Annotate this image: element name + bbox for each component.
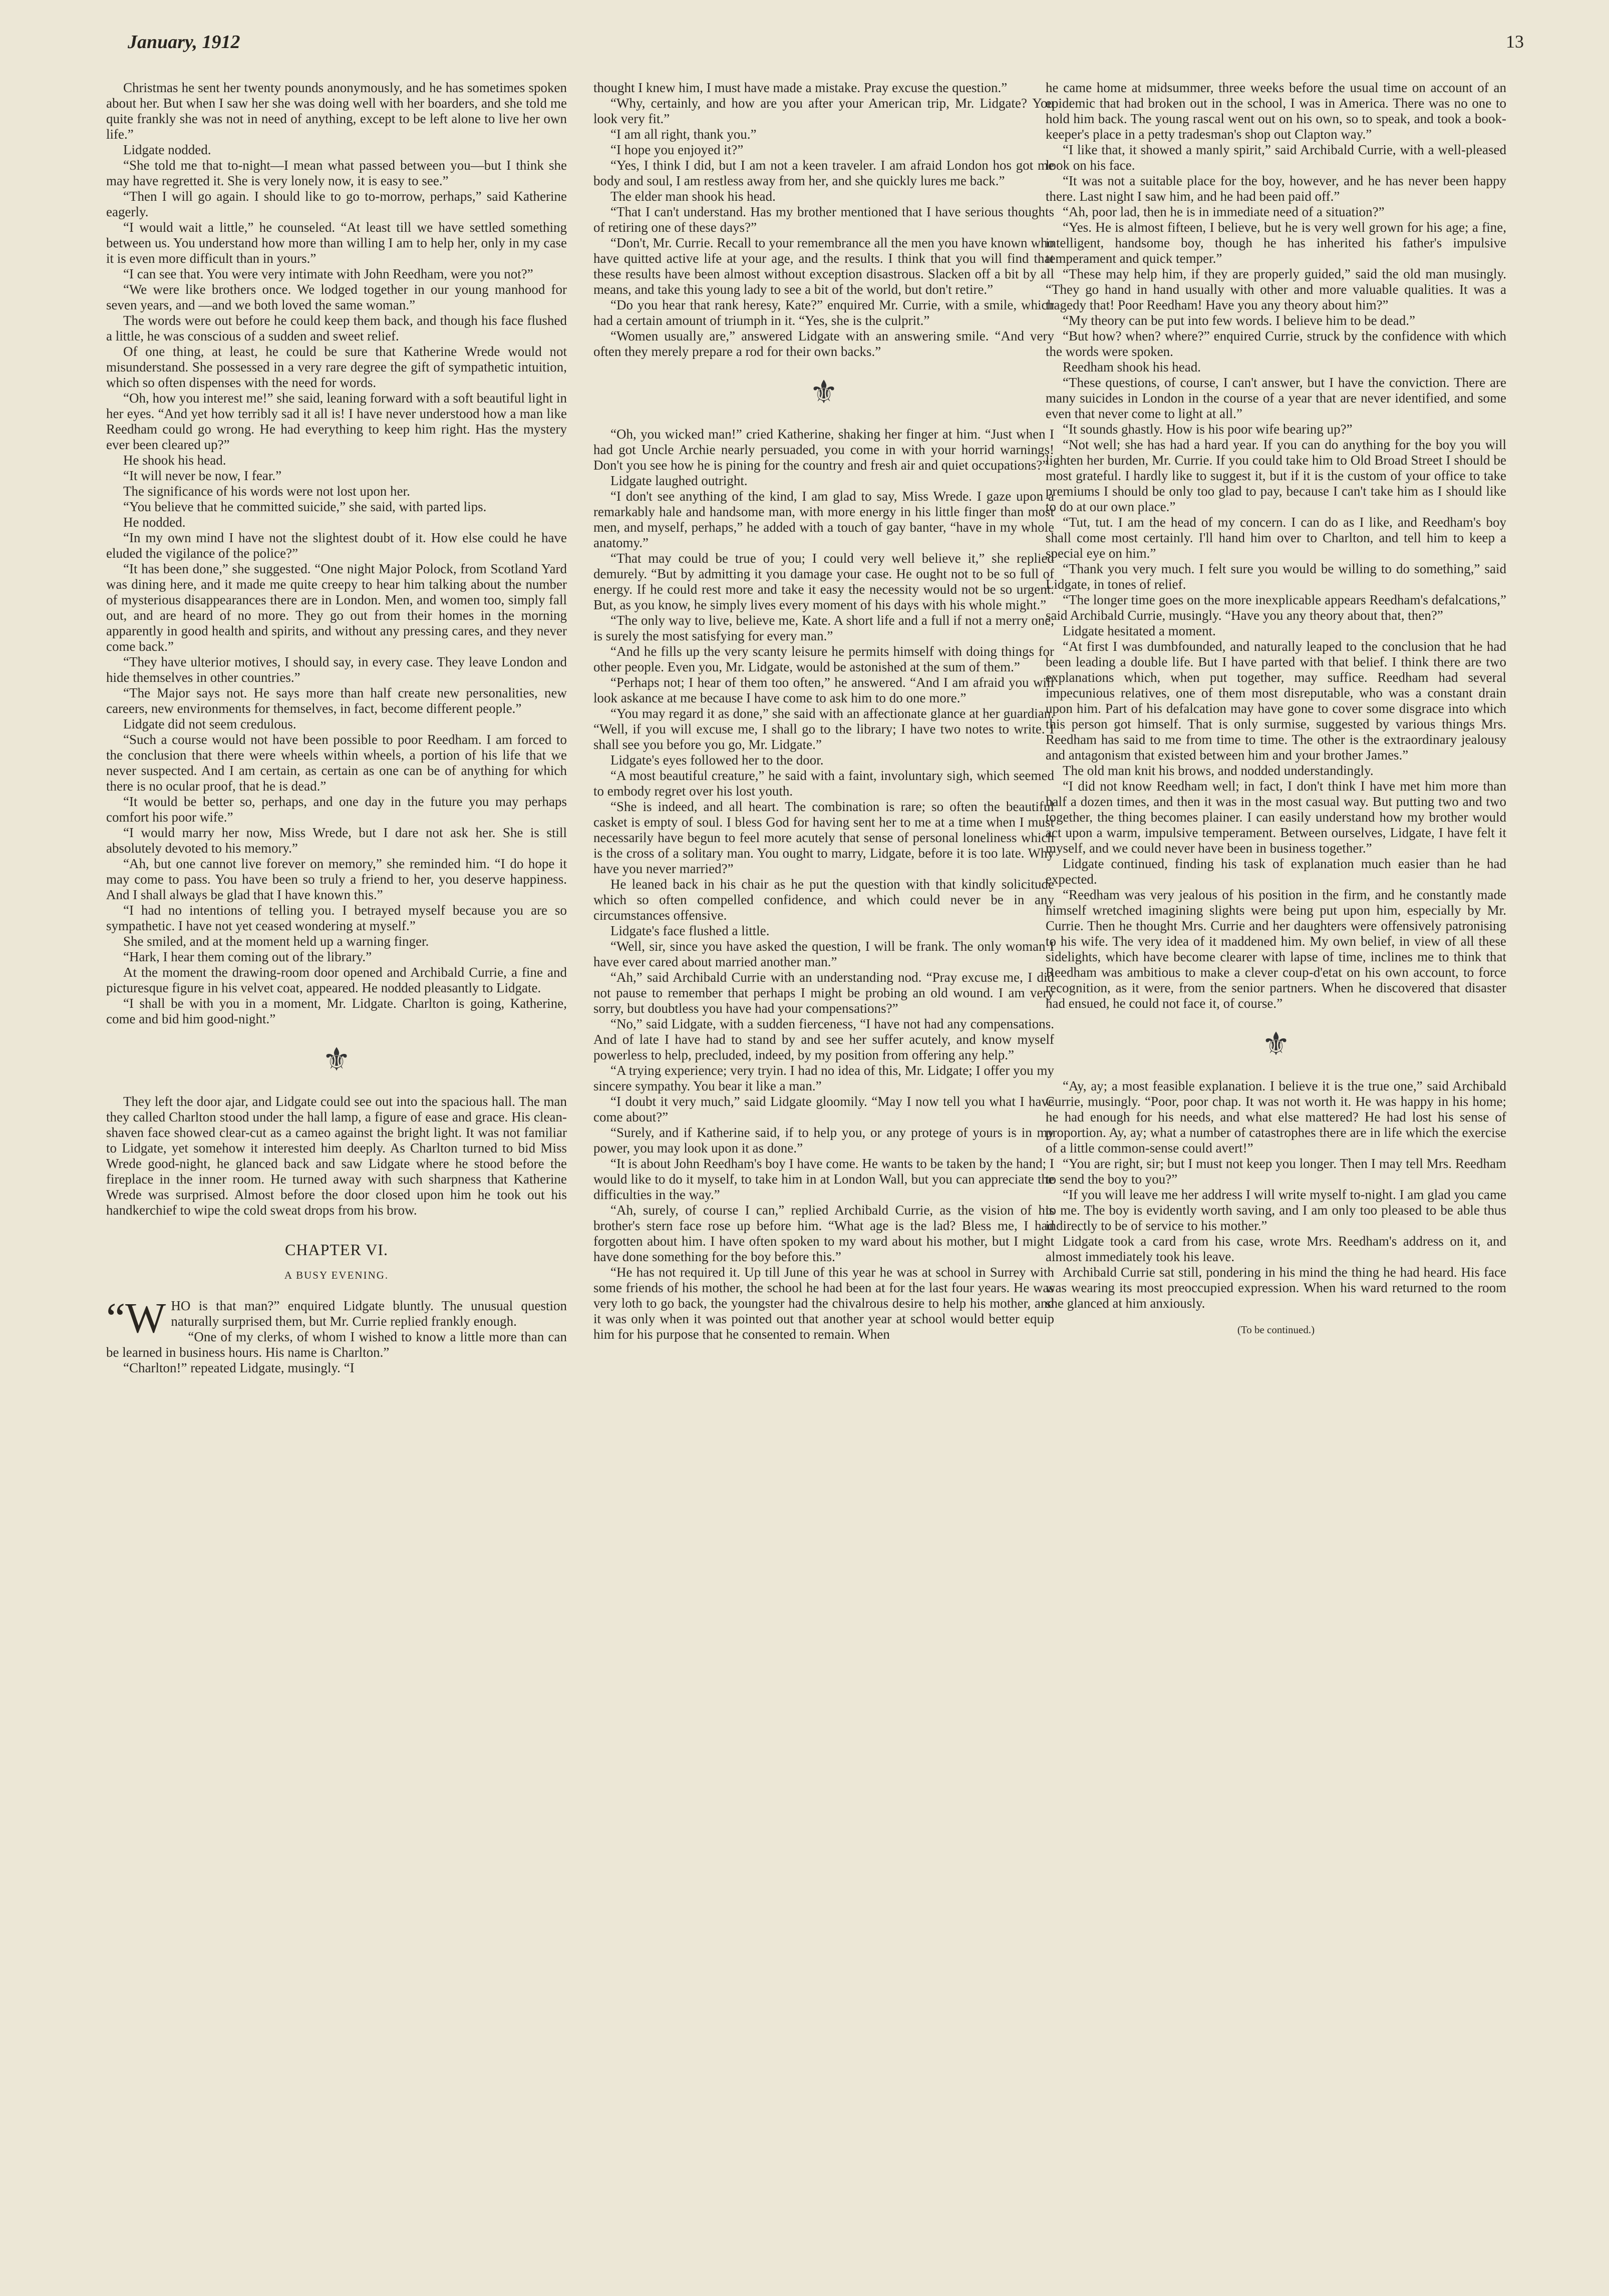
paragraph: Archibald Currie sat still, pondering in his mind the thing he had heard. His face was wearing its most preoccupied expression. When his ward returned to the room she glanced at him anxiously. [1046,1265,1506,1311]
chapter-opening-paragraph [106,1294,567,1342]
paragraph: “Do you hear that rank heresy, Kate?” enquired Mr. Currie, with a smile, which had a certain amount of triumph in it. “Yes, she is the culprit.” [593,297,1054,328]
column-2 [593,80,1054,2233]
paragraph: “And he fills up the very scanty leisure he permits himself with doing things for other people. Even you, Mr. Lidgate, would be astonished at the sum of them.” [593,644,1054,674]
col3-after-ornament [1046,1078,1506,1311]
paragraph: The old man knit his brows, and nodded understandingly. [1063,763,1374,778]
paragraph: “I doubt it very much,” said Lidgate gloomily. “May I now tell you what I have come about?” [593,1094,1054,1124]
paragraph: “Ah, but one cannot live forever on memory,” she reminded him. “I do hope it may come to pass. You have been so truly a friend to her, you deserve happiness. And I shall always be glad that I have known this.” [106,856,567,902]
paragraph: “It is about John Reedham's boy I have come. He wants to be taken by the hand; I would like to do it myself, to take him in at London Wall, but you can appreciate the difficulties in the way.” [593,1156,1054,1202]
paragraph: “Don't, Mr. Currie. Recall to your remembrance all the men you have known who have quitted active life at your age, and the results. I think that you will find that these results have been almost without exception disastrous. Slacken off a bit by all means, and take this young lady to see a bit of the world, but don't retire.” [593,235,1054,297]
paragraph: “At first I was dumbfounded, and naturally leaped to the conclusion that he had been leading a double life. But I have parted with that belief. I think there are two explanations which, when put together, may suffice. Reedham had several impecunious relatives, one of them most disreputable, who was a constant drain upon him. Part of his defalcation may have gone to cover some disgrace into which this person got himself. That is only surmise, suggested by various things Mrs. Reedham has said to me from time to time. The other is the extraordinary jealousy and antagonism that existed between him and your brother James.” [1046,639,1506,762]
paragraph: “I shall be with you in a moment, Mr. Lidgate. Charlton is going, Katherine, come and bid him good-night.” [106,996,567,1026]
fleur-de-lis-ornament-icon: ⚜ [1261,1026,1291,1062]
paragraph: “They have ulterior motives, I should say, in every case. They leave London and hide themselves in other countries.” [106,654,567,685]
chapter-opening-text: HO is that man?” enquired Lidgate bluntly. The unusual question naturally surprised them, but Mr. Currie replied frankly enough. [171,1298,567,1329]
paragraph: Lidgate continued, finding his task of explanation much easier than he had expected. [1046,856,1506,887]
paragraph: “Perhaps not; I hear of them too often,” he answered. “And I am afraid you will look askance at me because I have come to ask him to do one more.” [593,675,1054,705]
paragraph: “Tut, tut. I am the head of my concern. I can do as I like, and Reedham's boy shall come most certainly. I'll hand him over to Charlton, and tell him to keep a special eye on him.” [1046,515,1506,561]
paragraph: “The only way to live, believe me, Kate. A short life and a full if not a merry one, is surely the most satisfying for every man.” [593,613,1054,643]
paragraph: “Well, sir, since you have asked the question, I will be frank. The only woman I have ever cared about married another man.” [593,939,1054,969]
paragraph: Lidgate's face flushed a little. [610,923,770,938]
paragraph: “No,” said Lidgate, with a sudden fierceness, “I have not had any compensations. And of late I have had to stand by and see her suffer acutely, and know myself powerless to help, precluded, indeed, by my position from offering any help.” [593,1016,1054,1062]
paragraph: Lidgate laughed outright. [610,473,748,488]
issue-date: January, 1912 [128,32,240,53]
paragraph: “It will never be now, I fear.” [123,468,282,483]
paragraph: “Ah, poor lad, then he is in immediate need of a situation?” [1063,204,1385,219]
page-number: 13 [1506,32,1524,52]
paragraph: thought I knew him, I must have made a mistake. Pray excuse the question.” [593,80,1008,95]
paragraph: “If you will leave me her address I will write myself to-night. I am glad you came to me. The boy is evidently worth saving, and I am only too pleased to be able thus indirectly to be of service to his mother.” [1046,1187,1506,1233]
paragraph: The significance of his words were not lost upon her. [123,484,410,499]
running-header [128,31,1524,66]
paragraph: “We were like brothers once. We lodged together in our young manhood for seven years, and —and we both loved the same woman.” [106,282,567,312]
paragraph: “Ay, ay; a most feasible explanation. I believe it is the true one,” said Archibald Currie, musingly. “Poor, poor chap. It was not worth it. He was happy in his home; he had enough for his needs, and what else mattered? He had lost his sense of proportion. Ay, ay; what a number of catastrophes there are in life which the exercise of a little common-sense could avert!” [1046,1078,1506,1156]
paragraph: “The Major says not. He says more than half create new personalities, new careers, new environments for themselves, in fact, become different people.” [106,685,567,716]
paragraph: “Not well; she has had a hard year. If you can do anything for the boy you will lighten her burden, Mr. Currie. If you could take him to Old Broad Street I should be most grateful. I hardly like to suggest it, but if it is the custom of your office to take premiums I should be only too glad to pay, because I can't take him as I should like to do at our own place.” [1046,437,1506,514]
paragraph: At the moment the drawing-room door opened and Archibald Currie, a fine and picturesque figure in his velvet coat, appeared. He nodded pleasantly to Lidgate. [106,965,567,995]
chapter-subtitle: A BUSY EVENING. [284,1269,389,1281]
paragraph: “I had no intentions of telling you. I betrayed myself because you are so sympathetic. I have not yet ceased wondering at myself.” [106,903,567,933]
paragraph: “She told me that to-night—I mean what passed between you—but I think she may have regretted it. She is very lonely now, it is easy to see.” [106,158,567,188]
paragraph: “She is indeed, and all heart. The combination is rare; so often the beautiful casket is empty of soul. I bless God for having sent her to me at a time when I must necessarily have begun to feel more acutely that sense of personal loneliness which is the cross of a solitary man. You ought to marry, Lidgate, before it is too late. Why have you never married?” [593,799,1054,876]
paragraph: “Ah, surely, of course I can,” replied Archibald Currie, as the vision of his brother's stern face rose up before him. “What age is the lad? Bless me, I had forgotten about him. I have often spoken to my ward about his mother, but I might have done something for the boy before this.” [593,1203,1054,1264]
paragraph: He shook his head. [123,453,226,468]
paragraph: “I like that, it showed a manly spirit,” said Archibald Currie, with a well-pleased look on his face. [1046,142,1506,173]
column-3 [1046,80,1506,2233]
fleur-de-lis-ornament-icon: ⚜ [322,1042,351,1077]
paragraph: “These may help him, if they are properly guided,” said the old man musingly. “They go hand in hand usually with other and more valuable qualities. It was a tragedy that! Poor Reedham! Have you any theory about him?” [1046,266,1506,312]
col1-chapter-body [106,1329,567,1376]
col1-body [106,80,567,1027]
paragraph: “I would wait a little,” he counseled. “At least till we have settled something between us. You understand how more than willing I am to help her, only in my case it is even more difficult than in yours.” [106,220,567,266]
paragraph: Lidgate nodded. [123,142,211,157]
paragraph: He nodded. [123,515,186,530]
paragraph: “A trying experience; very tryin. I had no idea of this, Mr. Lidgate; I offer you my sincere sympathy. You bear it like a man.” [593,1063,1054,1093]
paragraph: “But how? when? where?” enquired Currie, struck by the confidence with which the words were spoken. [1046,328,1506,359]
paragraph: Lidgate did not seem credulous. [123,716,296,731]
paragraph: “You are right, sir; but I must not keep you longer. Then I may tell Mrs. Reedham to send the boy to you?” [1046,1156,1506,1187]
paragraph: Christmas he sent her twenty pounds anonymously, and he has sometimes spoken about her. But when I saw her she was doing well with her boarders, and she told me quite frankly she was not in need of anything, except to be left alone to live her own life.” [106,80,567,142]
to-be-continued-note: (To be continued.) [1237,1324,1315,1336]
paragraph: “I don't see anything of the kind, I am glad to say, Miss Wrede. I gaze upon a remarkably hale and handsome man, with more energy in his little finger than most men, and myself, perhaps,” he added with a touch of gay banter, “have in my whole anatomy.” [593,489,1054,550]
paragraph: They left the door ajar, and Lidgate could see out into the spacious hall. The man they called Charlton stood under the hall lamp, a figure of ease and grace. His clean-shaven face showed clear-cut as a cameo against the bright light. It was not familiar to Lidgate, yet somehow it interested him deeply. As Charlton turned to bid Miss Wrede good-night, he glanced back and saw Lidgate where he stood before the fireplace in the inner room. He turned away with such sharpness that Katherine Wrede was surprised. Almost before the door closed upon him he took out his handkerchief to wipe the cold sweat drops from his brow. [106,1094,567,1218]
paragraph: “Charlton!” repeated Lidgate, musingly. “I [123,1360,355,1375]
paragraph: “You may regard it as done,” she said with an affectionate glance at her guardian. “Well, if you will excuse me, I shall go to the library; I have two notes to write. I shall see you before you go, Mr. Lidgate.” [593,706,1054,752]
paragraph: The words were out before he could keep them back, and though his face flushed a little, he was conscious of a sudden and sweet relief. [106,313,567,343]
paragraph: “It would be better so, perhaps, and one day in the future you may perhaps comfort his poor wife.” [106,794,567,825]
paragraph: “That I can't understand. Has my brother mentioned that I have serious thoughts of retiring one of these days?” [593,204,1054,235]
paragraph: “I would marry her now, Miss Wrede, but I dare not ask her. She is still absolutely devoted to his memory.” [106,825,567,856]
paragraph: “Such a course would not have been possible to poor Reedham. I am forced to the conclusion that there were wheels within wheels, a portion of his life that we never suspected. And I am certain, as certain as one can be of anything for which there is no ocular proof, that he is dead.” [106,732,567,794]
paragraph: “Then I will go again. I should like to go to-morrow, perhaps,” said Katherine eagerly. [106,189,567,219]
paragraph: “Surely, and if Katherine said, if to help you, or any protege of yours is in my power, you may look upon it as done.” [593,1125,1054,1156]
col1-after-ornament [106,1094,567,1218]
paragraph: “He has not required it. Up till June of this year he was at school in Surrey with some friends of his mother, the school he had been at for the last four years. He was very loth to go back, the youngster had the chivalrous desire to help his mother, and it was only when it was pointed out that another year at school would better equip him for his purpose that he consented to remain. When [593,1265,1054,1342]
paragraph: “My theory can be put into few words. I believe him to be dead.” [1063,313,1416,328]
paragraph: “Yes. He is almost fifteen, I believe, but he is very well grown for his age; a fine, intelligent, handsome boy, though he has inherited his father's impulsive temperament and quick temper.” [1046,220,1506,266]
chapter-title: CHAPTER VI. [285,1241,388,1259]
col2-after-ornament [593,427,1054,1342]
paragraph: Reedham shook his head. [1063,359,1201,374]
paragraph: “Thank you very much. I felt sure you would be willing to do something,” said Lidgate, in tones of relief. [1046,561,1506,592]
paragraph: Lidgate took a card from his case, wrote Mrs. Reedham's address on it, and almost immediately took his leave. [1046,1234,1506,1264]
paragraph: “It sounds ghastly. How is his poor wife bearing up?” [1063,422,1353,437]
paragraph: He leaned back in his chair as he put the question with that kindly solicitude which so often compelled confidence, and which could never be in any circumstances offensive. [593,877,1054,923]
paragraph: She smiled, and at the moment held up a warning finger. [123,934,429,949]
paragraph: “In my own mind I have not the slightest doubt of it. How else could he have eluded the vigilance of the police?” [106,530,567,561]
paragraph: “These questions, of course, I can't answer, but I have the conviction. There are many suicides in London in the course of a year that are never identified, and some even that never come to light at all.” [1046,375,1506,421]
paragraph: “The longer time goes on the more inexplicable appears Reedham's defalcations,” said Archibald Currie, musingly. “Have you any theory about that, then?” [1046,592,1506,623]
paragraph: he came home at midsummer, three weeks before the usual time on account of an epidemic that had broken out in the school, I was in America. There was no one to hold him back. The young rascal went out on his own, so to speak, and took a book-keeper's place in a petty tradesman's shop out Clapton way.” [1046,80,1506,142]
paragraph: Lidgate's eyes followed her to the door. [610,752,824,768]
paragraph: “One of my clerks, of whom I wished to know a little more than can be learned in business hours. His name is Charlton.” [106,1329,567,1360]
paragraph: “Hark, I hear them coming out of the library.” [123,949,372,964]
paragraph: “I hope you enjoyed it?” [610,142,744,157]
col2-body [593,80,1054,359]
paragraph: “A most beautiful creature,” he said with a faint, involuntary sigh, which seemed to embody regret over his lost youth. [593,768,1054,799]
paragraph: “I am all right, thank you.” [610,127,757,142]
paragraph: The elder man shook his head. [610,189,776,204]
paragraph: “Women usually are,” answered Lidgate with an answering smile. “And very often they merely prepare a rod for their own backs.” [593,328,1054,359]
paragraph: “I can see that. You were very intimate with John Reedham, were you not?” [123,266,533,281]
column-1 [106,80,567,2233]
paragraph: Of one thing, at least, he could be sure that Katherine Wrede would not misunderstand. She possessed in a very rare degree the gift of sympathetic intuition, which so often dispenses with the need for words. [106,344,567,390]
paragraph: “It has been done,” she suggested. “One night Major Polock, from Scotland Yard was dining here, and it made me quite creepy to hear him talking about the number of mysterious disappearances there are in London. Men, and women too, simply fall out, and are heard of no more. They go out from their homes in the morning apparently in good health and spirits, and without any pressing cares, and they never come back.” [106,561,567,654]
drop-cap: “W [106,1294,166,1342]
col3-body [1046,80,1506,1011]
paragraph: “I did not know Reedham well; in fact, I don't think I have met him more than half a dozen times, and then it was in the most casual way. But putting two and two together, the thing becomes plainer. I can easily understand how my brother would act upon a warm, impulsive temperament. Between ourselves, Lidgate, I have felt it myself, and we could never have been in business together.” [1046,779,1506,856]
fleur-de-lis-ornament-icon: ⚜ [809,374,838,410]
paragraph: “Yes, I think I did, but I am not a keen traveler. I am afraid London hos got me body and soul, I am restless away from her, and she quickly lures me back.” [593,158,1054,188]
paragraph: “Why, certainly, and how are you after your American trip, Mr. Lidgate? You look very fit.” [593,96,1054,126]
paragraph: “Reedham was very jealous of his position in the firm, and he constantly made himself wretched imagining slights were being put upon him, especially by Mr. Currie. Then he thought Mrs. Currie and her daughters were offensively patronising to his wife. The very idea of it maddened him. My own belief, in view of all these sidelights, which have become clearer with lapse of time, inclines me to think that Reedham was ambitious to make a clever coup-d'etat on his own account, to force recognition, as it were, from the senior partners. When he discovered that disaster had ensued, he could not face it, of course.” [1046,887,1506,1011]
paragraph: “You believe that he committed suicide,” she said, with parted lips. [123,499,487,514]
paragraph: “Oh, you wicked man!” cried Katherine, shaking her finger at him. “Just when I had got Uncle Archie nearly persuaded, you come in with your horrid warnings! Don't you see how he is pining for the country and fresh air and quiet occupations?” [593,427,1054,473]
paragraph: “That may could be true of you; I could very well believe it,” she replied demurely. “But by admitting it you damage your case. He ought not to be so full of energy. If he could rest more and take it easy the necessity would not be so urgent. But, as you know, he simply lives every moment of his days with his whole might.” [593,551,1054,612]
paragraph: “Oh, how you interest me!” she said, leaning forward with a soft beautiful light in her eyes. “And yet how terribly sad it all is! I have never understood how a man like Reedham could go wrong. He had everything to keep him right. Has the mystery ever been cleared up?” [106,391,567,452]
paragraph: “Ah,” said Archibald Currie with an understanding nod. “Pray excuse me, I did not pause to remember that perhaps I might be probing an old wound. I am very sorry, but doubtless you have had your compensations?” [593,970,1054,1016]
paragraph: Lidgate hesitated a moment. [1063,623,1216,638]
paragraph: “It was not a suitable place for the boy, however, and he has never been happy there. Last night I saw him, and he had been paid off.” [1046,173,1506,204]
